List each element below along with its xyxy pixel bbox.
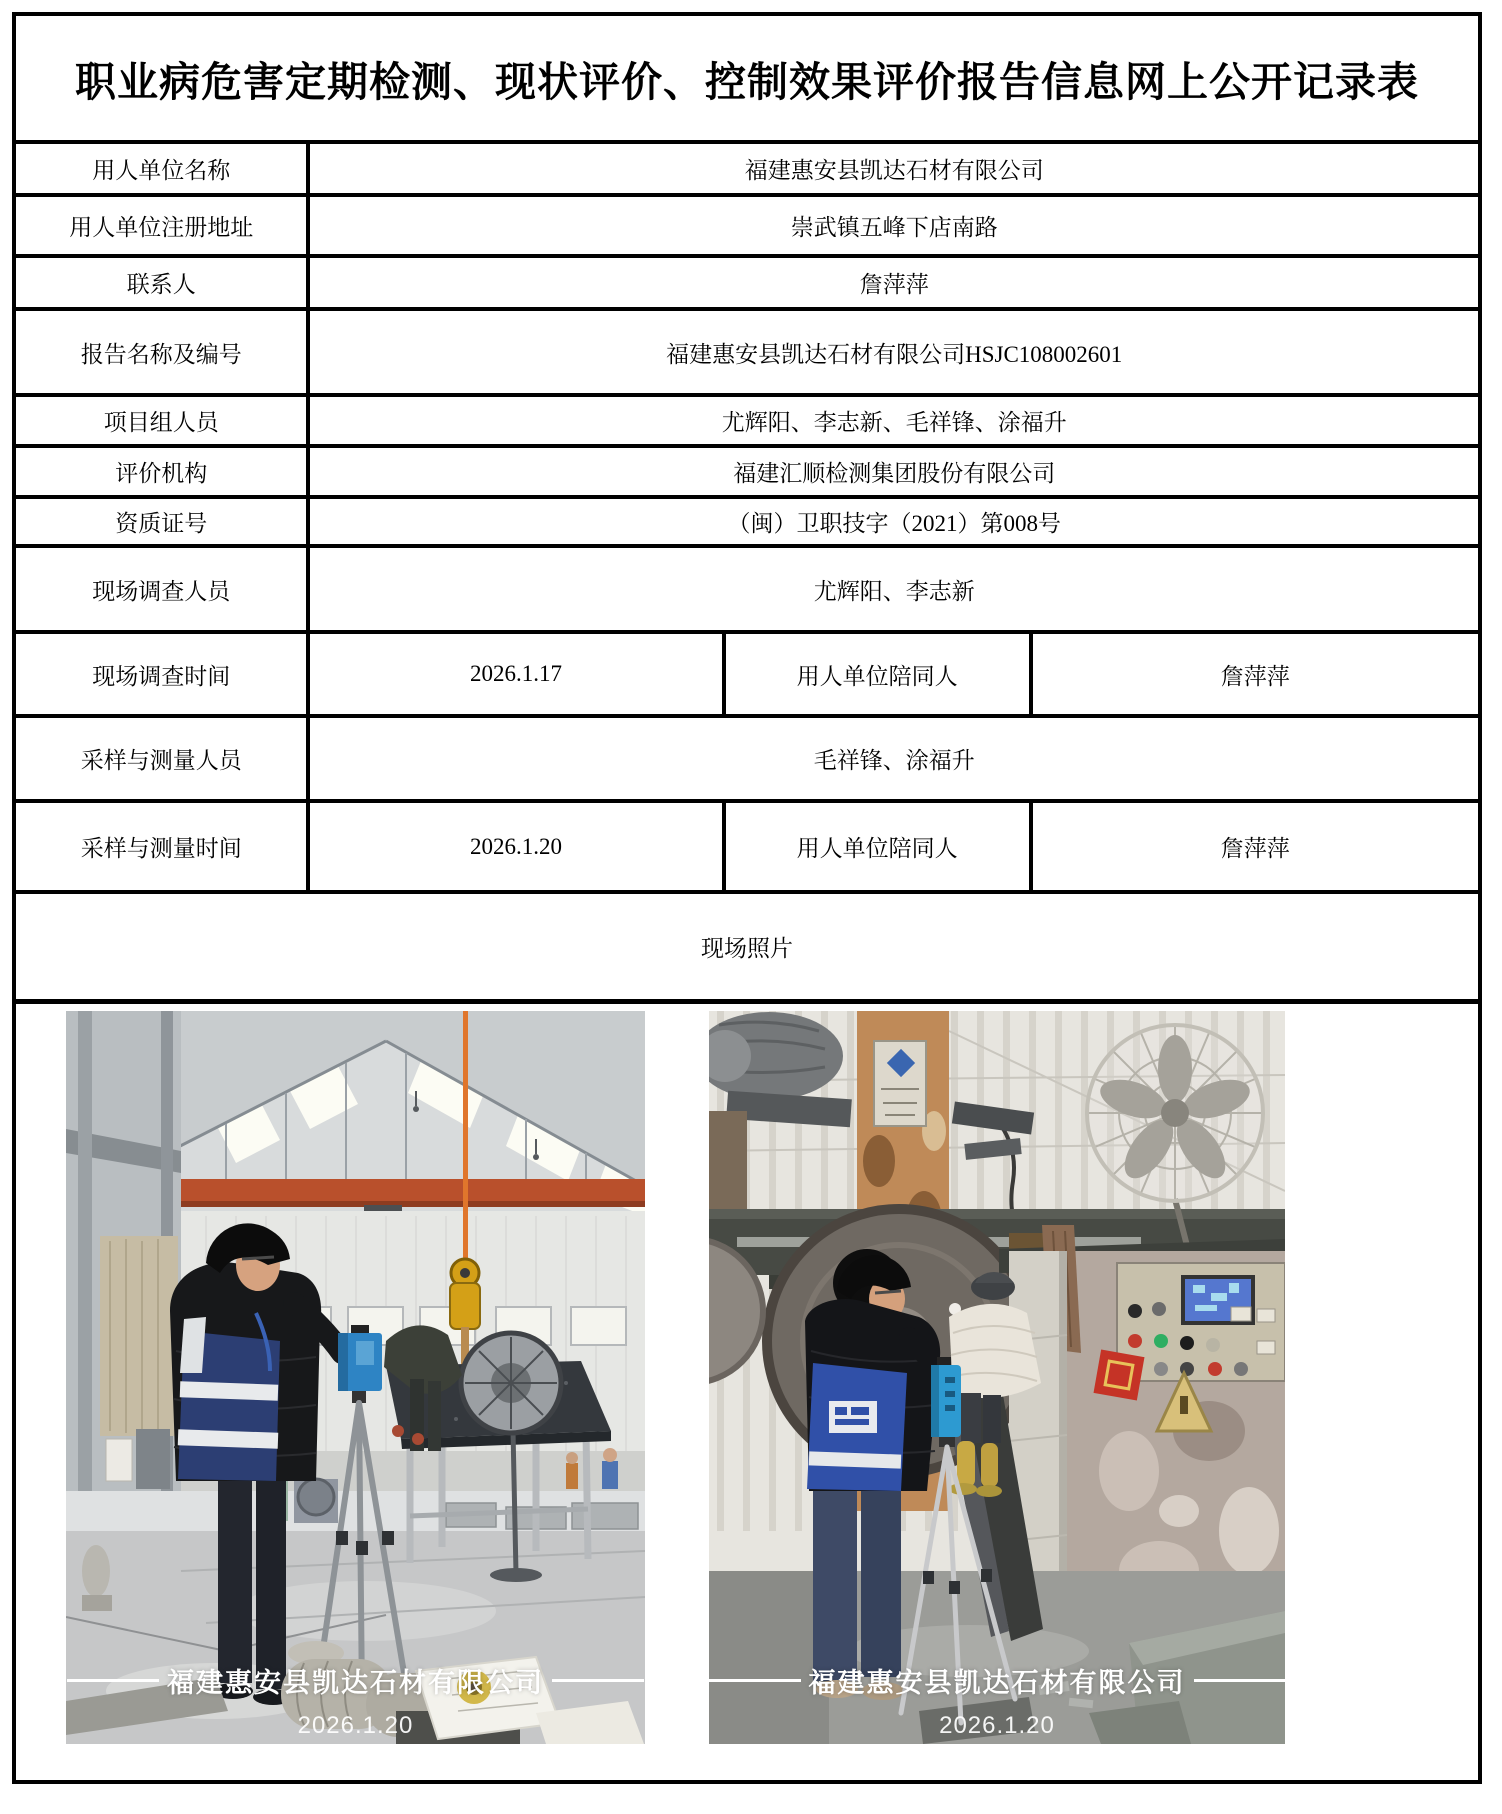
field-label-cell: 报告名称及编号 [16,309,308,395]
table-row [16,632,1478,716]
table-row [16,195,1478,256]
watermark-dash [552,1679,644,1682]
photo-watermark [709,1661,1285,1700]
field-label-cell: 用人单位名称 [16,144,308,195]
field-label-cell: 现场调查时间 [16,632,308,716]
page-title: 职业病危害定期检测、现状评价、控制效果评价报告信息网上公开记录表 [16,16,1478,144]
field-value-cell: 福建汇顺检测集团股份有限公司 [308,446,1478,497]
field-value-cell: 尤辉阳、李志新 [308,546,1478,632]
photos-section-header: 现场照片 [16,892,1478,1001]
factory-hall-illustration [66,1011,645,1744]
photo-date: 2026.1.20 [297,1711,414,1739]
field-label-cell: 用人单位注册地址 [16,195,308,256]
field-label-cell: 采样与测量人员 [16,716,308,801]
table-row [16,309,1478,395]
field-label-cell: 评价机构 [16,446,308,497]
field-label-cell: 用人单位陪同人 [724,632,1031,716]
table-row [16,801,1478,892]
page-frame [12,12,1482,1784]
field-value-cell: 2026.1.17 [308,632,723,716]
field-value-cell: 福建惠安县凯达石材有限公司HSJC108002601 [308,309,1478,395]
watermark-dash [709,1679,801,1682]
table-row [16,446,1478,497]
field-value-cell: 毛祥锋、涂福升 [308,716,1478,801]
site-photo-right [709,1011,1285,1744]
watermark-dash [1194,1679,1286,1682]
field-value-cell: 2026.1.20 [308,801,723,892]
field-label-cell: 采样与测量时间 [16,801,308,892]
field-value-cell: 崇武镇五峰下店南路 [308,195,1478,256]
watermark-text: 福建惠安县凯达石材有限公司 [808,1667,1186,1698]
field-value-cell: 詹萍萍 [1031,801,1478,892]
site-photo-left [66,1011,645,1744]
field-value-cell: 福建惠安县凯达石材有限公司 [308,144,1478,195]
field-value-cell: （闽）卫职技字（2021）第008号 [308,497,1478,546]
site-photos [16,1004,1478,1744]
watermark-text: 福建惠安县凯达石材有限公司 [167,1667,544,1698]
field-label-cell: 资质证号 [16,497,308,546]
field-label-cell: 联系人 [16,256,308,309]
table-row [16,716,1478,801]
photo-date: 2026.1.20 [939,1711,1055,1739]
table-row [16,395,1478,446]
field-label-cell: 现场调查人员 [16,546,308,632]
record-table [16,144,1478,1004]
table-row [16,892,1478,1001]
table-row [16,256,1478,309]
watermark-dash [67,1679,159,1682]
field-label-cell: 用人单位陪同人 [724,801,1031,892]
table-row [16,546,1478,632]
photo-watermark [66,1661,645,1700]
field-value-cell: 詹萍萍 [308,256,1478,309]
cutting-machine-illustration [709,1011,1285,1744]
table-row [16,144,1478,195]
field-value-cell: 詹萍萍 [1031,632,1478,716]
table-row [16,497,1478,546]
field-value-cell: 尤辉阳、李志新、毛祥锋、涂福升 [308,395,1478,446]
field-label-cell: 项目组人员 [16,395,308,446]
